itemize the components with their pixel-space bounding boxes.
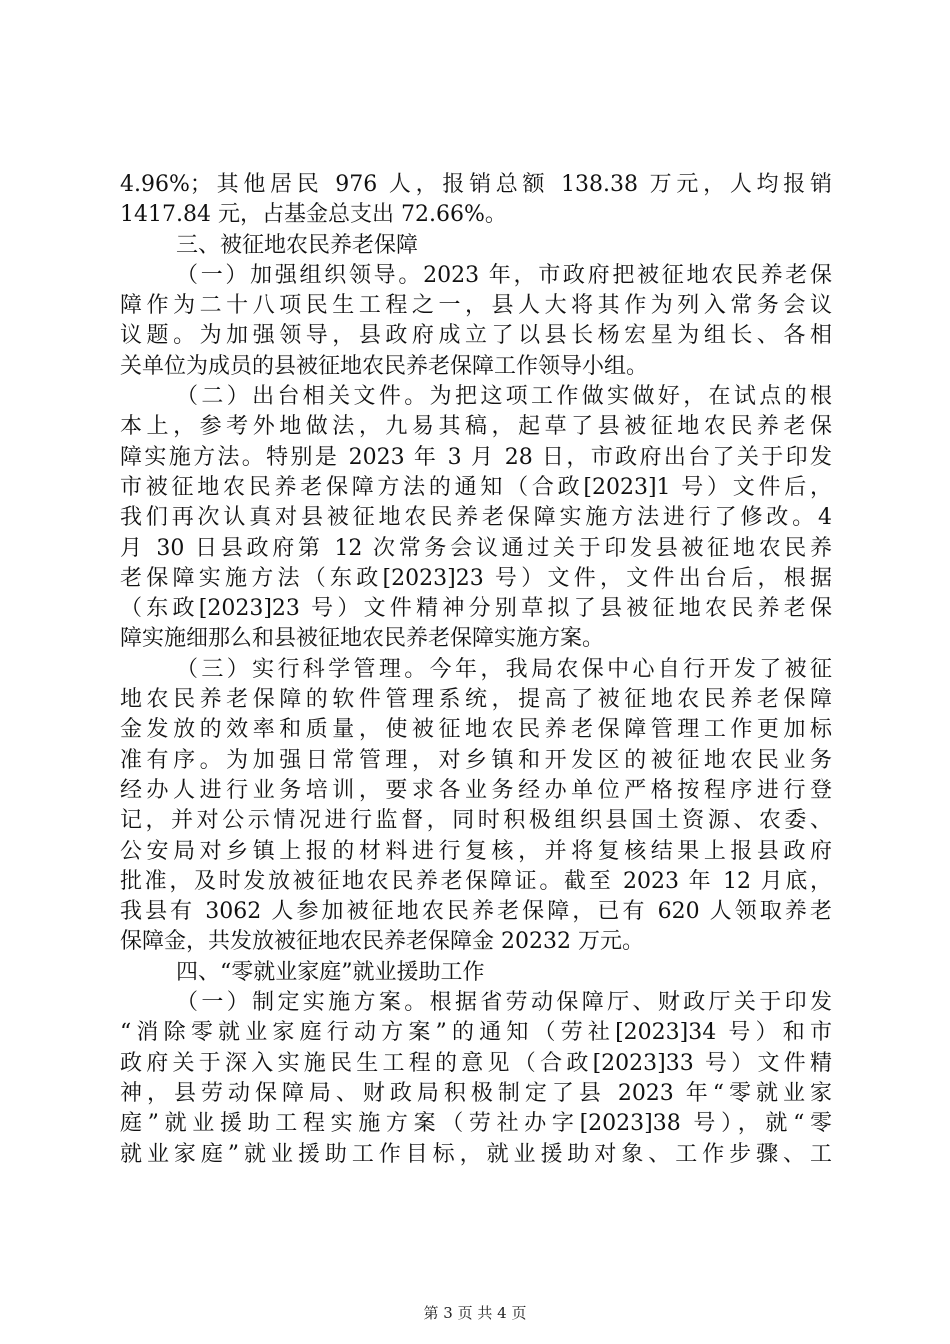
text-line: 金发放的效率和质量，使被征地农民养老保障管理工作更加标 bbox=[120, 717, 832, 743]
body-text bbox=[120, 170, 832, 1170]
text-line: 障实施方法。特别是 2023 年 3 月 28 日，市政府出台了关于印发 bbox=[120, 444, 832, 470]
text-line: 经办人进行业务培训，要求各业务经办单位严格按程序进行登 bbox=[120, 777, 832, 803]
paragraph-start: （三）实行科学管理。今年，我局农保中心自行开发了被征 bbox=[176, 656, 832, 682]
text-line: 我们再次认真对县被征地农民养老保障实施方法进行了修改。4 bbox=[120, 505, 832, 531]
text-line: 障作为二十八项民生工程之一，县人大将其作为列入常务会议 bbox=[120, 293, 832, 319]
text-line: 神，县劳动保障局、财政局积极制定了县 2023 年“零就业家 bbox=[120, 1080, 832, 1106]
text-line: 本上，参考外地做法，九易其稿，起草了县被征地农民养老保 bbox=[120, 414, 832, 440]
text-line: 4.96%；其他居民 976 人，报销总额 138.38 万元，人均报销 bbox=[120, 172, 832, 197]
text-line: 月 30 日县政府第 12 次常务会议通过关于印发县被征地农民养 bbox=[120, 535, 832, 561]
section-heading: 四、“零就业家庭”就业援助工作 bbox=[176, 959, 485, 985]
page-footer: 第 3 页 共 4 页 bbox=[423, 1304, 527, 1322]
text-line: 我县有 3062 人参加被征地农民养老保障，已有 620 人领取养老 bbox=[120, 899, 832, 925]
paragraph-start: （二）出台相关文件。为把这项工作做实做好，在试点的根 bbox=[176, 384, 832, 410]
text-line: （东政[2023]23 号）文件精神分别草拟了县被征地农民养老保 bbox=[120, 596, 832, 622]
text-line: 公安局对乡镇上报的材料进行复核，并将复核结果上报县政府 bbox=[120, 838, 832, 864]
paragraph-start: （一）制定实施方案。根据省劳动保障厅、财政厅关于印发 bbox=[176, 990, 832, 1016]
text-line: 批准，及时发放被征地农民养老保障证。截至 2023 年 12 月底， bbox=[120, 868, 832, 894]
text-line: 关单位为成员的县被征地农民养老保障工作领导小组。 bbox=[120, 353, 649, 379]
section-heading: 三、被征地农民养老保障 bbox=[176, 232, 419, 258]
paragraph-start: （一）加强组织领导。2023 年，市政府把被征地农民养老保 bbox=[176, 262, 832, 288]
text-line: 1417.84 元，占基金总支出 72.66%。 bbox=[120, 202, 507, 228]
text-line: “消除零就业家庭行动方案”的通知（劳社[2023]34 号）和市 bbox=[120, 1020, 832, 1046]
text-line: 议题。为加强领导，县政府成立了以县长杨宏星为组长、各相 bbox=[120, 323, 832, 349]
text-line: 障实施细那么和县被征地农民养老保障实施方案。 bbox=[120, 626, 605, 652]
text-line: 地农民养老保障的软件管理系统，提高了被征地农民养老保障 bbox=[120, 687, 832, 713]
text-line: 就业家庭”就业援助工作目标，就业援助对象、工作步骤、工 bbox=[120, 1141, 832, 1167]
text-line: 庭”就业援助工程实施方案（劳社办字[2023]38 号），就“零 bbox=[120, 1111, 832, 1137]
text-line: 政府关于深入实施民生工程的意见（合政[2023]33 号）文件精 bbox=[120, 1050, 832, 1076]
text-line: 老保障实施方法（东政[2023]23 号）文件，文件出台后，根据 bbox=[120, 565, 832, 591]
text-line: 保障金，共发放被征地农民养老保障金 20232 万元。 bbox=[120, 929, 644, 955]
text-line: 市被征地农民养老保障方法的通知（合政[2023]1 号）文件后， bbox=[120, 474, 832, 500]
text-line: 准有序。为加强日常管理，对乡镇和开发区的被征地农民业务 bbox=[120, 747, 832, 773]
text-line: 记，并对公示情况进行监督，同时积极组织县国土资源、农委、 bbox=[120, 808, 832, 834]
